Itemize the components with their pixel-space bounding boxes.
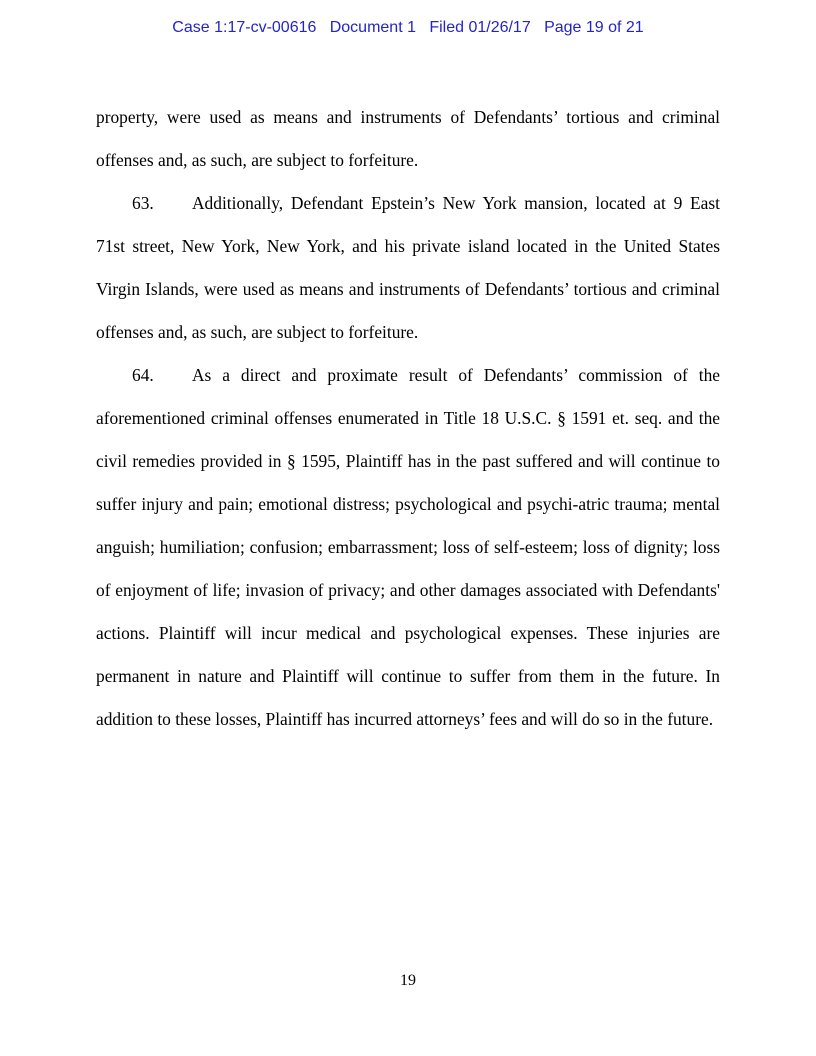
page-number: 19 <box>400 972 416 989</box>
paragraph-text: As a direct and proximate result of Defendants’ commission of the aforementioned criminal offenses enumerated in Title 18 U.S.C. § 1591 et. seq. and the civil remedies provided in § 1595, Plaintiff has in the past suffered and will continue to suffer injury and pain; emotional distress; psychological and psychi-atric trauma; mental anguish; humiliation; confusion; embarrassment; loss of self-esteem; loss of dignity; loss of enjoyment of life; invasion of privacy; and other damages associated with Defendants' actions. Plaintiff will incur medical and psychological expenses. These injuries are permanent in nature and Plaintiff will continue to suffer from them in the future. In addition to these losses, Plaintiff has incurred attorneys’ fees and will do so in the future. <box>96 365 720 729</box>
paragraph-text: Additionally, Defendant Epstein’s New York mansion, located at 9 East 71st street, New York, New York, and his private island located in the United States Virgin Islands, were used as means and instruments of Defendants’ tortious and criminal offenses and, as such, are subject to forfeiture. <box>96 193 720 342</box>
case-header: Case 1:17-cv-00616 Document 1 Filed 01/26/17 Page 19 of 21 <box>172 19 644 36</box>
paragraph-63 <box>96 182 720 354</box>
paragraph-number: 63. <box>132 193 154 213</box>
document-body <box>96 96 720 741</box>
paragraph-number: 64. <box>132 365 154 385</box>
paragraph-continuation <box>96 96 720 182</box>
paragraph-64 <box>96 354 720 741</box>
paragraph-text: property, were used as means and instruments of Defendants’ tortious and criminal offenses and, as such, are subject to forfeiture. <box>96 107 720 170</box>
